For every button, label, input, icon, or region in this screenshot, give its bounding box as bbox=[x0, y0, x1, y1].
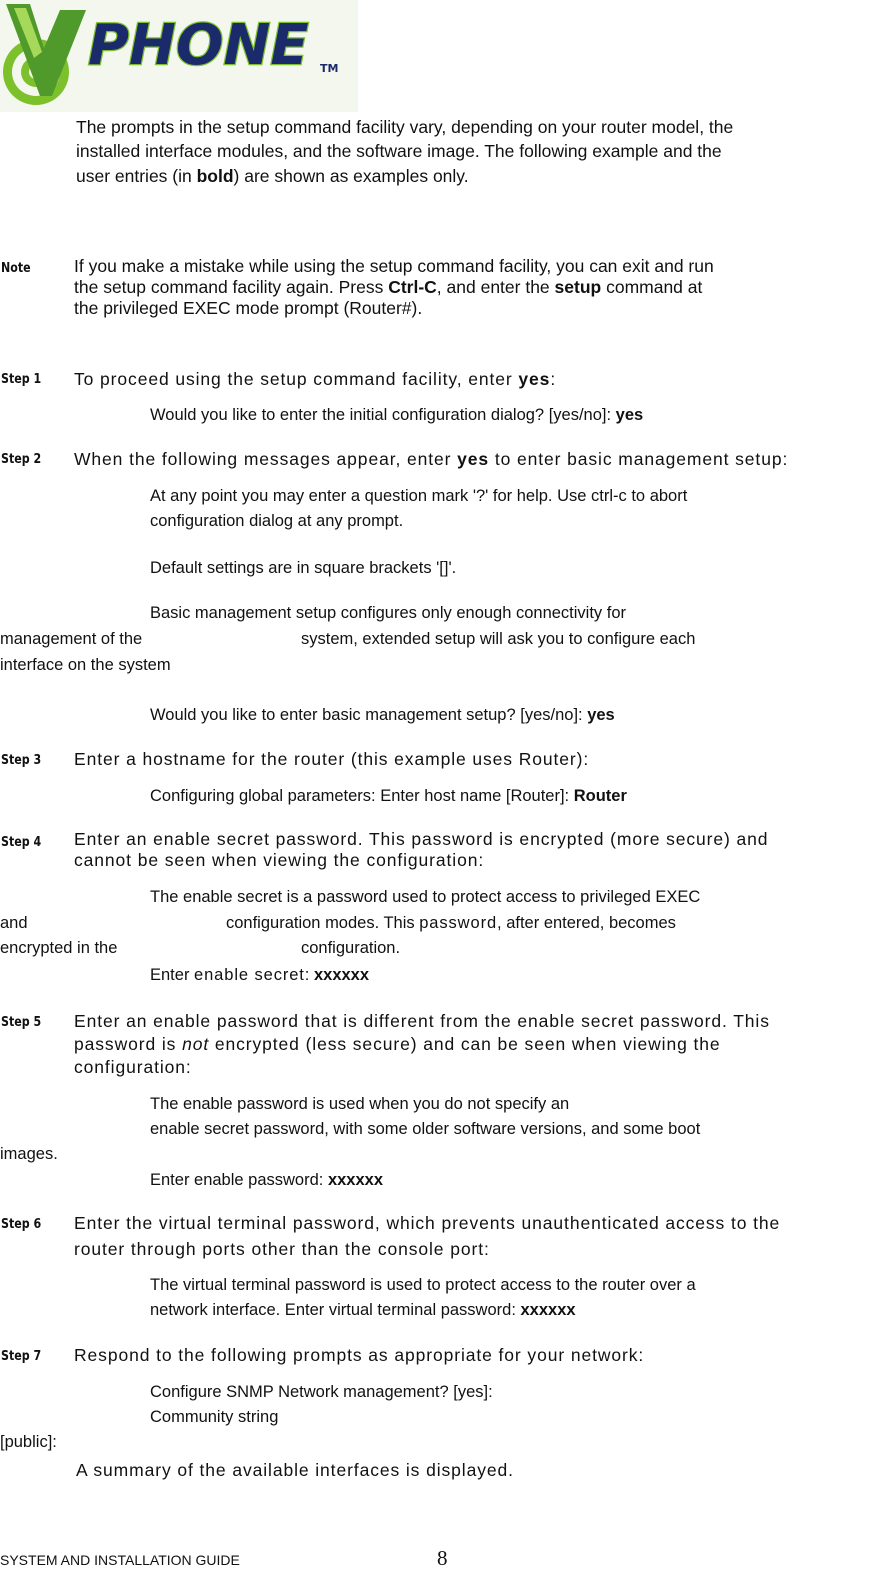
step-4-label: Step 4 bbox=[1, 834, 42, 850]
step-2-msg3-line2b: system, extended setup will ask you to configure each bbox=[301, 630, 696, 648]
step-4-msg-line2b: configuration modes. This password, after entered, becomes bbox=[226, 914, 676, 932]
intro-line-2: installed interface modules, and the software image. The following example and the bbox=[76, 141, 722, 161]
step-7-summary: A summary of the available interfaces is displayed. bbox=[76, 1460, 514, 1480]
step-3-label: Step 3 bbox=[1, 752, 42, 768]
step-1-label: Step 1 bbox=[1, 371, 42, 387]
step-2-label: Step 2 bbox=[1, 451, 42, 467]
step-2-msg1-line2: configuration dialog at any prompt. bbox=[150, 512, 404, 530]
step-4-msg-line3a: encrypted in the bbox=[0, 939, 118, 957]
step-4-msg-line3b: configuration. bbox=[301, 939, 401, 957]
step-5-label: Step 5 bbox=[1, 1014, 42, 1030]
step-7-prompt-2: Community string bbox=[150, 1408, 279, 1426]
step-7-prompt-1: Configure SNMP Network management? [yes]: bbox=[150, 1383, 493, 1401]
step-1-text: To proceed using the setup command facility, enter yes: bbox=[74, 369, 557, 389]
step-4-msg-line2a: and bbox=[0, 914, 28, 932]
note-line-3: the privileged EXEC mode prompt (Router#). bbox=[74, 298, 423, 318]
step-5-msg-line3: images. bbox=[0, 1145, 58, 1163]
note-label: Note bbox=[1, 260, 31, 276]
step-3-prompt: Configuring global parameters: Enter host name [Router]: Router bbox=[150, 787, 627, 805]
logo-wordmark: PHONE bbox=[88, 13, 309, 78]
step-5-prompt: Enter enable password: xxxxxx bbox=[150, 1171, 384, 1189]
step-6-label: Step 6 bbox=[1, 1216, 42, 1232]
step-2-msg2: Default settings are in square brackets '[]'. bbox=[150, 559, 457, 577]
page-number: 8 bbox=[437, 1546, 448, 1570]
step-7-prompt-3: [public]: bbox=[0, 1433, 57, 1451]
intro-line-1: The prompts in the setup command facility vary, depending on your router model, the bbox=[76, 117, 734, 137]
step-6-msg-line1: The virtual terminal password is used to protect access to the router over a bbox=[150, 1276, 696, 1294]
step-2-msg3-line3: interface on the system bbox=[0, 656, 171, 674]
vphone-logo bbox=[0, 0, 358, 112]
step-5-text-line1: Enter an enable password that is different from the enable secret password. This bbox=[74, 1011, 770, 1031]
step-4-text-line1: Enter an enable secret password. This password is encrypted (more secure) and bbox=[74, 829, 769, 849]
step-2-msg3-line1: Basic management setup configures only enough connectivity for bbox=[150, 604, 627, 622]
step-2-msg1-line1: At any point you may enter a question mark '?' for help. Use ctrl-c to abort bbox=[150, 487, 688, 505]
step-5-text-line2: password is not encrypted (less secure) and can be seen when viewing the bbox=[74, 1034, 721, 1054]
step-6-msg-line2: network interface. Enter virtual terminal password: xxxxxx bbox=[150, 1301, 576, 1319]
step-7-text: Respond to the following prompts as appropriate for your network: bbox=[74, 1345, 645, 1365]
step-2-msg3-line2a: management of the bbox=[0, 630, 143, 648]
step-6-text-line2: router through ports other than the console port: bbox=[74, 1239, 490, 1259]
step-4-prompt: Enter enable secret: xxxxxx bbox=[150, 966, 370, 984]
footer-title: SYSTEM AND INSTALLATION GUIDE bbox=[0, 1552, 240, 1568]
step-2-prompt: Would you like to enter basic management setup? [yes/no]: yes bbox=[150, 706, 615, 724]
trademark: TM bbox=[320, 62, 339, 75]
step-6-text-line1: Enter the virtual terminal password, which prevents unauthenticated access to the bbox=[74, 1213, 781, 1233]
intro-line-3: user entries (in bold) are shown as examples only. bbox=[76, 166, 469, 186]
note-line-1: If you make a mistake while using the setup command facility, you can exit and run bbox=[74, 256, 714, 276]
step-4-msg-line1: The enable secret is a password used to protect access to privileged EXEC bbox=[150, 888, 701, 906]
step-3-text: Enter a hostname for the router (this example uses Router): bbox=[74, 749, 590, 769]
step-1-prompt: Would you like to enter the initial configuration dialog? [yes/no]: yes bbox=[150, 406, 644, 424]
step-5-msg-line1: The enable password is used when you do not specify an bbox=[150, 1095, 570, 1113]
note-line-2: the setup command facility again. Press Ctrl-C, and enter the setup command at bbox=[74, 277, 703, 297]
step-5-msg-line2: enable secret password, with some older software versions, and some boot bbox=[150, 1120, 701, 1138]
step-4-text-line2: cannot be seen when viewing the configuration: bbox=[74, 850, 485, 870]
step-5-text-line3: configuration: bbox=[74, 1057, 192, 1077]
step-2-text: When the following messages appear, enter yes to enter basic management setup: bbox=[74, 449, 789, 469]
step-7-label: Step 7 bbox=[1, 1348, 42, 1364]
